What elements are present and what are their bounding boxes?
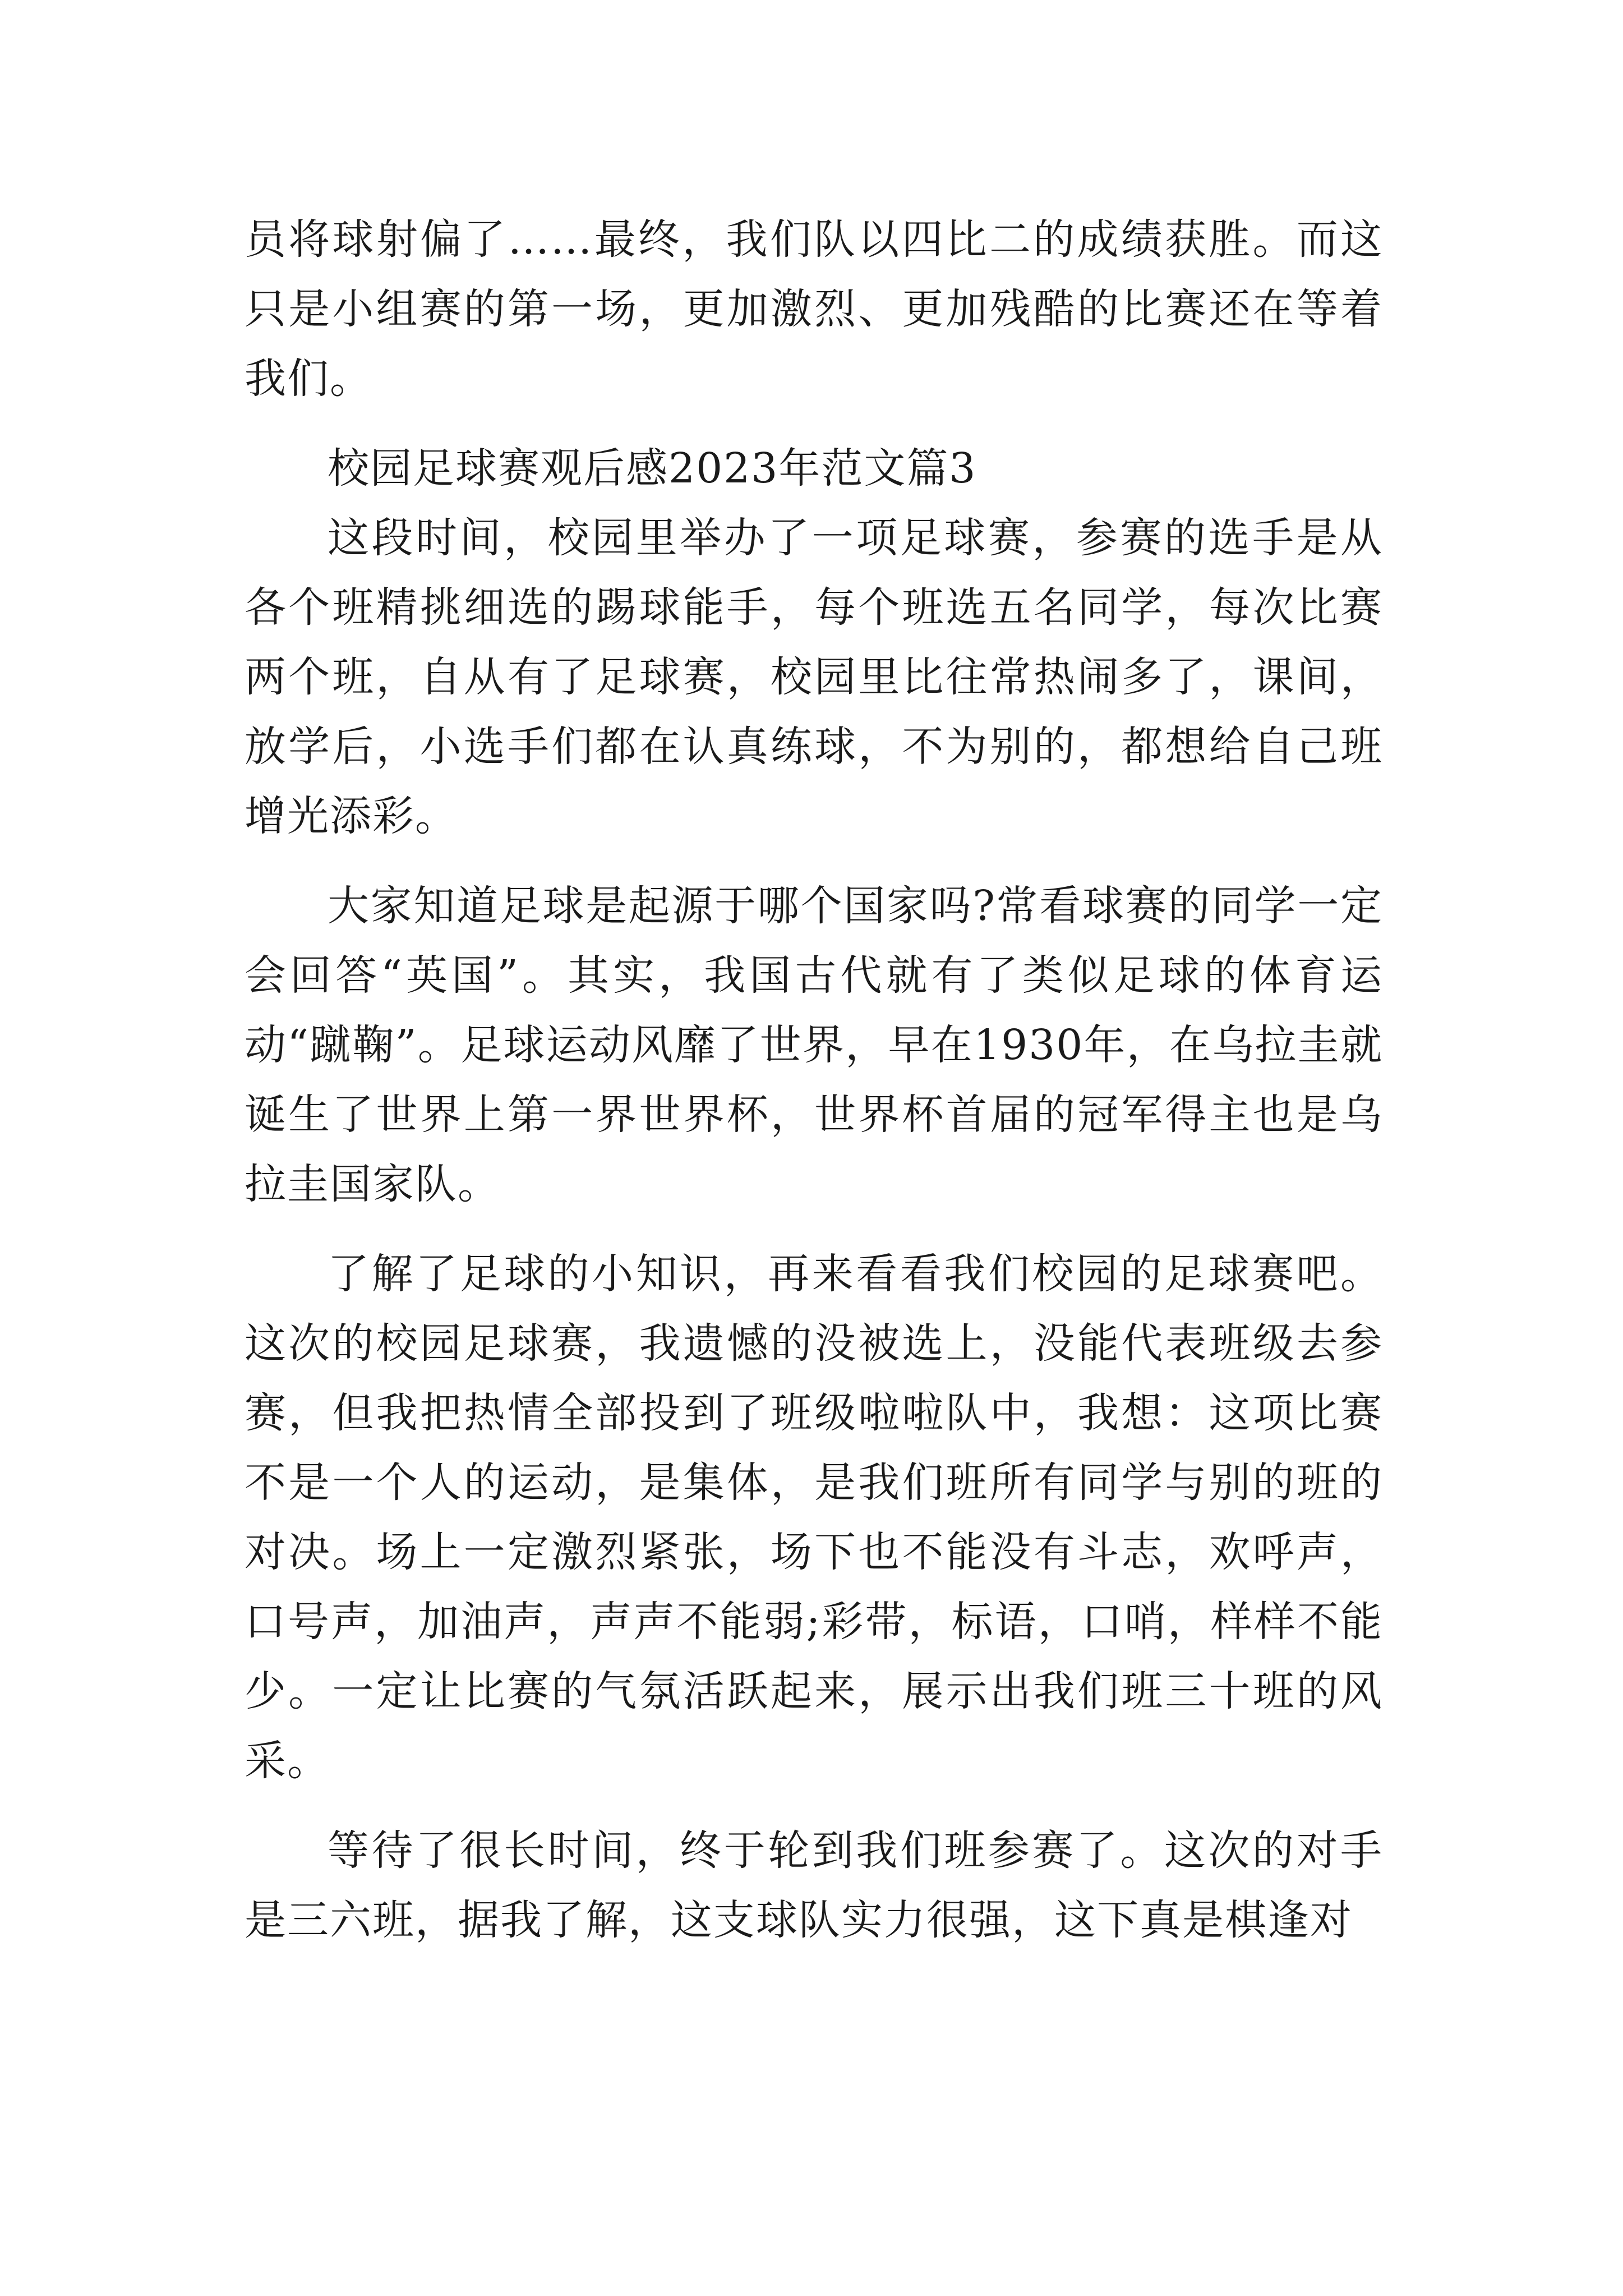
paragraph-cheer: 了解了足球的小知识，再来看看我们校园的足球赛吧。这次的校园足球赛，我遗憾的没被选上，没能代表班级去参赛，但我把热情全部投到了班级啦啦队中，我想：这项比赛不是一个人的运动，是集体，是我们班所有同学与别的班的对决。场上一定激烈紧张，场下也不能没有斗志，欢呼声，口号声，加油声，声声不能弱;彩带，标语，口哨，样样不能少。一定让比赛的气氛活跃起来，展示出我们班三十班的风采。 bbox=[245, 1250, 1383, 1785]
paragraph-continued: 员将球射偏了……最终，我们队以四比二的成绩获胜。而这只是小组赛的第一场，更加激烈、更加残酷的比赛还在等着我们。 bbox=[245, 215, 1383, 403]
document-body bbox=[245, 205, 1383, 1975]
paragraph-intro: 这段时间，校园里举办了一项足球赛，参赛的选手是从各个班精挑细选的踢球能手，每个班选五名同学，每次比赛两个班，自从有了足球赛，校园里比往常热闹多了，课间，放学后，小选手们都在认真练球，不为别的，都想给自己班增光添彩。 bbox=[245, 514, 1383, 840]
paragraph-origin: 大家知道足球是起源于哪个国家吗?常看球赛的同学一定会回答“英国”。其实，我国古代就有了类似足球的体育运动“蹴鞠”。足球运动风靡了世界，早在1930年，在乌拉圭就诞生了世界上第一界世界杯，世界杯首届的冠军得主也是乌拉圭国家队。 bbox=[245, 882, 1383, 1208]
paragraph-match: 等待了很长时间，终于轮到我们班参赛了。这次的对手是三六班，据我了解，这支球队实力很强，这下真是棋逢对 bbox=[245, 1826, 1383, 1944]
section-heading: 校园足球赛观后感2023年范文篇3 bbox=[328, 444, 977, 493]
